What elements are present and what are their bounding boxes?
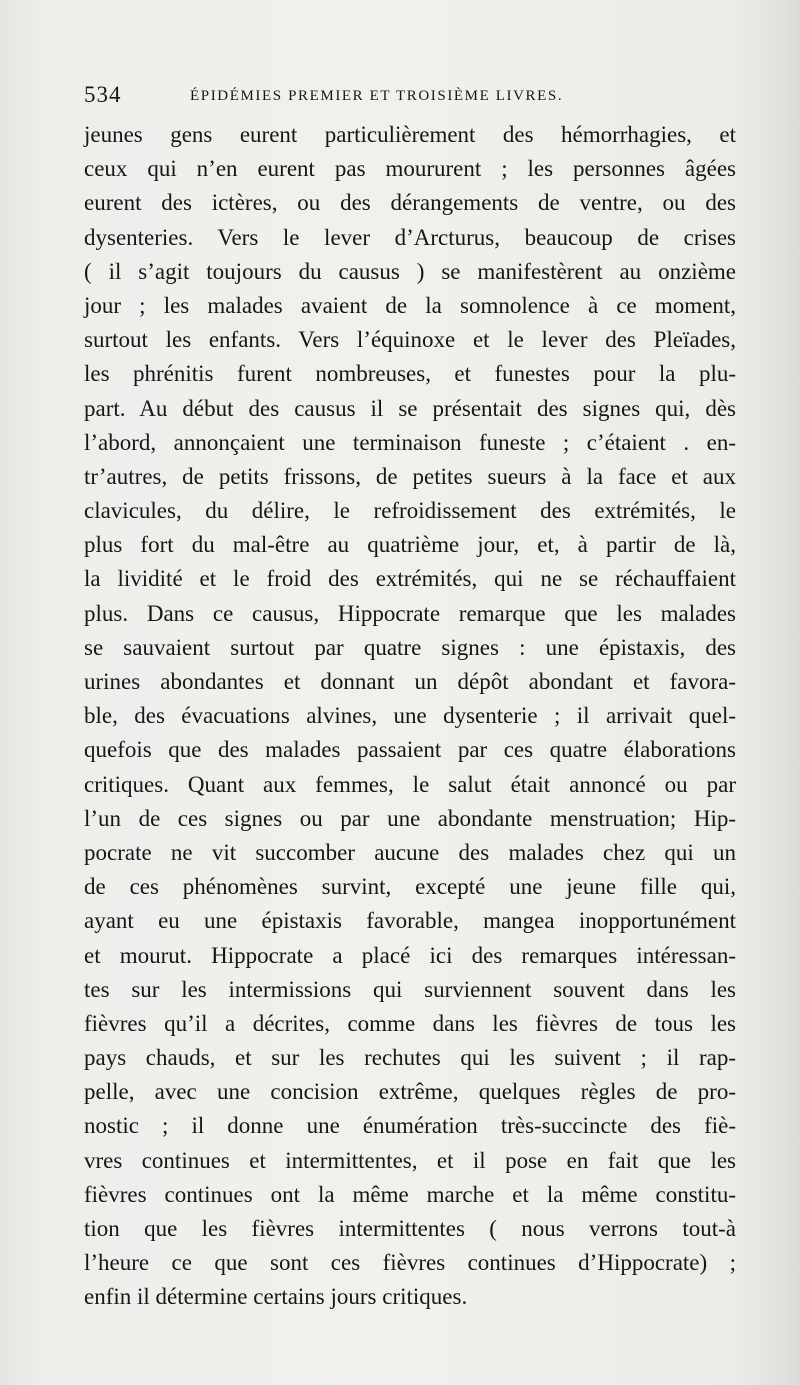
text-line: l’heure ce que sont ces fièvres continues d’Hippocrate) ; (84, 1250, 736, 1276)
text-line: dysenteries. Vers le lever d’Arcturus, beaucoup de crises (84, 224, 736, 250)
text-line: tion que les fièvres intermittentes ( nous verrons tout-à (84, 1216, 736, 1241)
text-line: jeunes gens eurent particulièrement des hémorrhagies, et (84, 122, 736, 147)
text-line: les phrénitis furent nombreuses, et funestes pour la plu- (84, 361, 736, 387)
text-line: pays chauds, et sur les rechutes qui les suivent ; il rap- (84, 1045, 736, 1071)
text-line: quefois que des malades passaient par ces quatre élaborations (84, 737, 736, 763)
text-line: tr’autres, de petits frissons, de petites sueurs à la face et aux (84, 463, 736, 489)
text-line: plus fort du mal-être au quatrième jour, et, à partir de là, (84, 532, 736, 558)
text-line: pelle, avec une concision extrême, quelques règles de pro- (84, 1079, 736, 1105)
text-line: urines abondantes et donnant un dépôt abondant et favora- (84, 669, 736, 694)
text-line: pocrate ne vit succomber aucune des malades chez qui un (84, 839, 736, 865)
text-line: critiques. Quant aux femmes, le salut était annoncé ou par (84, 771, 736, 797)
text-line: l’un de ces signes ou par une abondante menstruation; Hip- (84, 805, 736, 831)
running-head: ÉPIDÉMIES PREMIER ET TROISIÈME LIVRES. (190, 88, 564, 104)
text-line: et mourut. Hippocrate a placé ici des remarques intéressan- (84, 942, 736, 968)
text-line: plus. Dans ce causus, Hippocrate remarque que les malades (84, 600, 736, 626)
text-line: se sauvaient surtout par quatre signes : une épistaxis, des (84, 634, 736, 660)
text-line: surtout les enfants. Vers l’équinoxe et le lever des Pleïades, (84, 327, 736, 353)
text-line: ayant eu une épistaxis favorable, mangea inopportunément (84, 908, 736, 934)
text-line: ble, des évacuations alvines, une dysenterie ; il arrivait quel- (84, 703, 736, 729)
text-line: jour ; les malades avaient de la somnolence à ce moment, (84, 292, 736, 318)
text-line: part. Au début des causus il se présentait des signes qui, dès (84, 395, 736, 421)
page-number: 534 (84, 82, 122, 107)
text-line: clavicules, du délire, le refroidissement des extrémités, le (84, 498, 736, 524)
text-line: fièvres continues ont la même marche et la même constitu- (84, 1181, 736, 1207)
page-header (84, 82, 744, 112)
text-line: nostic ; il donne une énumération très-succincte des fiè- (84, 1113, 736, 1139)
text-line: eurent des ictères, ou des dérangements de ventre, ou des (84, 190, 736, 216)
text-line: de ces phénomènes survint, excepté une jeune fille qui, (84, 874, 736, 900)
text-line: ceux qui n’en eurent pas moururent ; les personnes âgées (84, 156, 736, 182)
text-line: vres continues et intermittentes, et il pose en fait que les (84, 1147, 736, 1173)
text-line: la lividité et le froid des extrémités, qui ne se réchauffaient (84, 566, 736, 592)
text-line: ( il s’agit toujours du causus ) se manifestèrent au onzième (84, 258, 736, 284)
text-line: tes sur les intermissions qui surviennent souvent dans les (84, 976, 736, 1002)
text-line: fièvres qu’il a décrites, comme dans les fièvres de tous les (84, 1010, 736, 1036)
body-paragraph (84, 118, 736, 1315)
text-line: l’abord, annonçaient une terminaison funeste ; c’étaient . en- (84, 429, 736, 455)
text-line: enfin il détermine certains jours critiques. (84, 1284, 468, 1310)
